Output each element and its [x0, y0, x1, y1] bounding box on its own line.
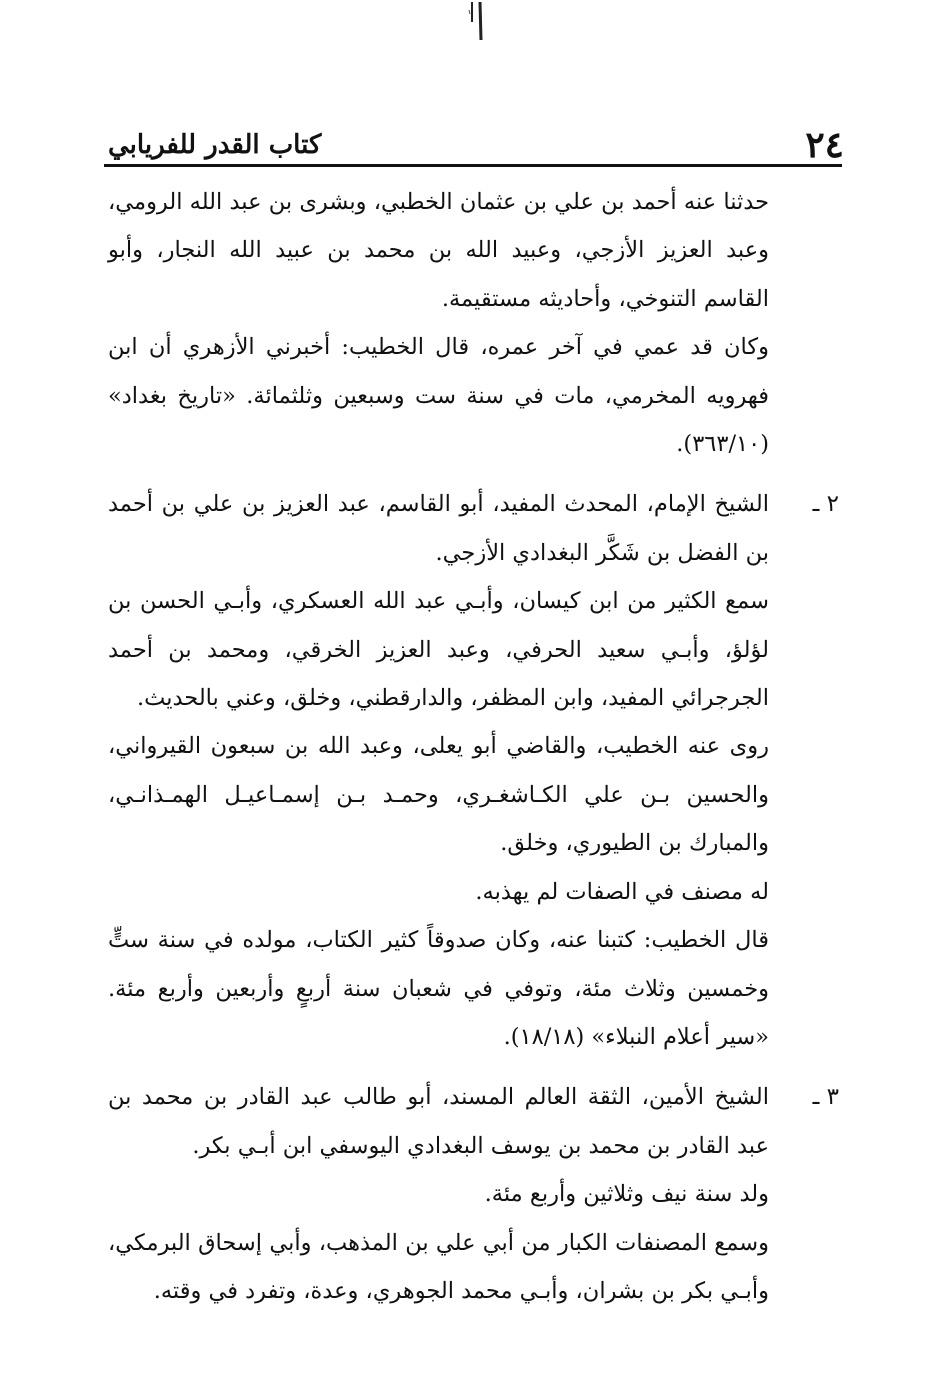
header-rule [104, 164, 842, 167]
page-header [108, 126, 844, 164]
paragraph-teachers: وسمع المصنفات الكبار من أبي علي بن المذهب، وأبي إسحاق البرمكي، وأبـي بكر بن بشران، وأبـي محمد الجوهري، وعدة، وتفرد في وقته. [108, 1229, 769, 1304]
paragraph-biography: قال الخطيب: كتبنا عنه، وكان صدوقاً كثير الكتاب، مولده في سنة ستٍّ وخمسين وثلاث مئة، وتوفي في شعبان سنة أربعٍ وأربعين وأربع مئة. «سير أعلام النبلاء» (١٨/١٨). [108, 927, 769, 1050]
paragraph-students: روى عنه الخطيب، والقاضي أبو يعلى، وعبد الله بن سبعون القيرواني، والحسين بـن علي الكـاشغـري، وحمـد بـن إسمـاعيـل الهمـذانـي، والمبارك بن الطيوري، وخلق. [108, 733, 769, 857]
paragraph-birth: ولد سنة نيف وثلاثين وأربع مئة. [484, 1181, 769, 1208]
paragraph-narrators: حدثنا عنه أحمد بن علي بن عثمان الخطبي، وبشرى بن عبد الله الرومي، وعبد العزيز الأزجي، وعبيد الله بن محمد بن عبيد الله النجار، وأبو القاسم التنوخي، وأحاديثه مستقيمة. [108, 189, 769, 312]
page-body [108, 178, 839, 1315]
entry-number: ٣ ـ [812, 1084, 839, 1111]
running-title: كتاب القدر للفريابي [108, 130, 322, 160]
paragraph-work: له مصنف في الصفات لم يهذبه. [475, 878, 769, 905]
entry-3 [108, 1073, 839, 1315]
paragraph-death: وكان قد عمي في آخر عمره، قال الخطيب: أخبرني الأزهري أن ابن فهرويه المخرمي، مات في سنة ست وسبعين وثلثمائة. «تاريخ بغداد» (٣٦٣/١٠). [108, 334, 769, 458]
paragraph-teachers: سمع الكثير من ابن كيسان، وأبـي عبد الله العسكري، وأبـي الحسن بن لؤلؤ، وأبـي سعيد الحرفي، وعبد العزيز الخرقي، ومحمد بن أحمد الجرجرائي المفيد، وابن المظفر، والدارقطني، وخلق، وعني بالحديث. [108, 588, 769, 712]
entry-number: ٢ ـ [812, 491, 839, 518]
entry-title: الشيخ الأمين، الثقة العالم المسند، أبو طالب عبد القادر بن محمد بن عبد القادر بن محمد بن يوسف البغدادي اليوسفي ابن أبـي بكر. [108, 1084, 769, 1159]
binding-mark [464, 0, 490, 44]
entry-2 [108, 480, 839, 1061]
page-number: ٢٤ [805, 124, 844, 166]
entry-title: الشيخ الإمام، المحدث المفيد، أبو القاسم، عبد العزيز بن علي بن أحمد بن الفضل بن شَكَّر البغدادي الأزجي. [108, 491, 769, 566]
